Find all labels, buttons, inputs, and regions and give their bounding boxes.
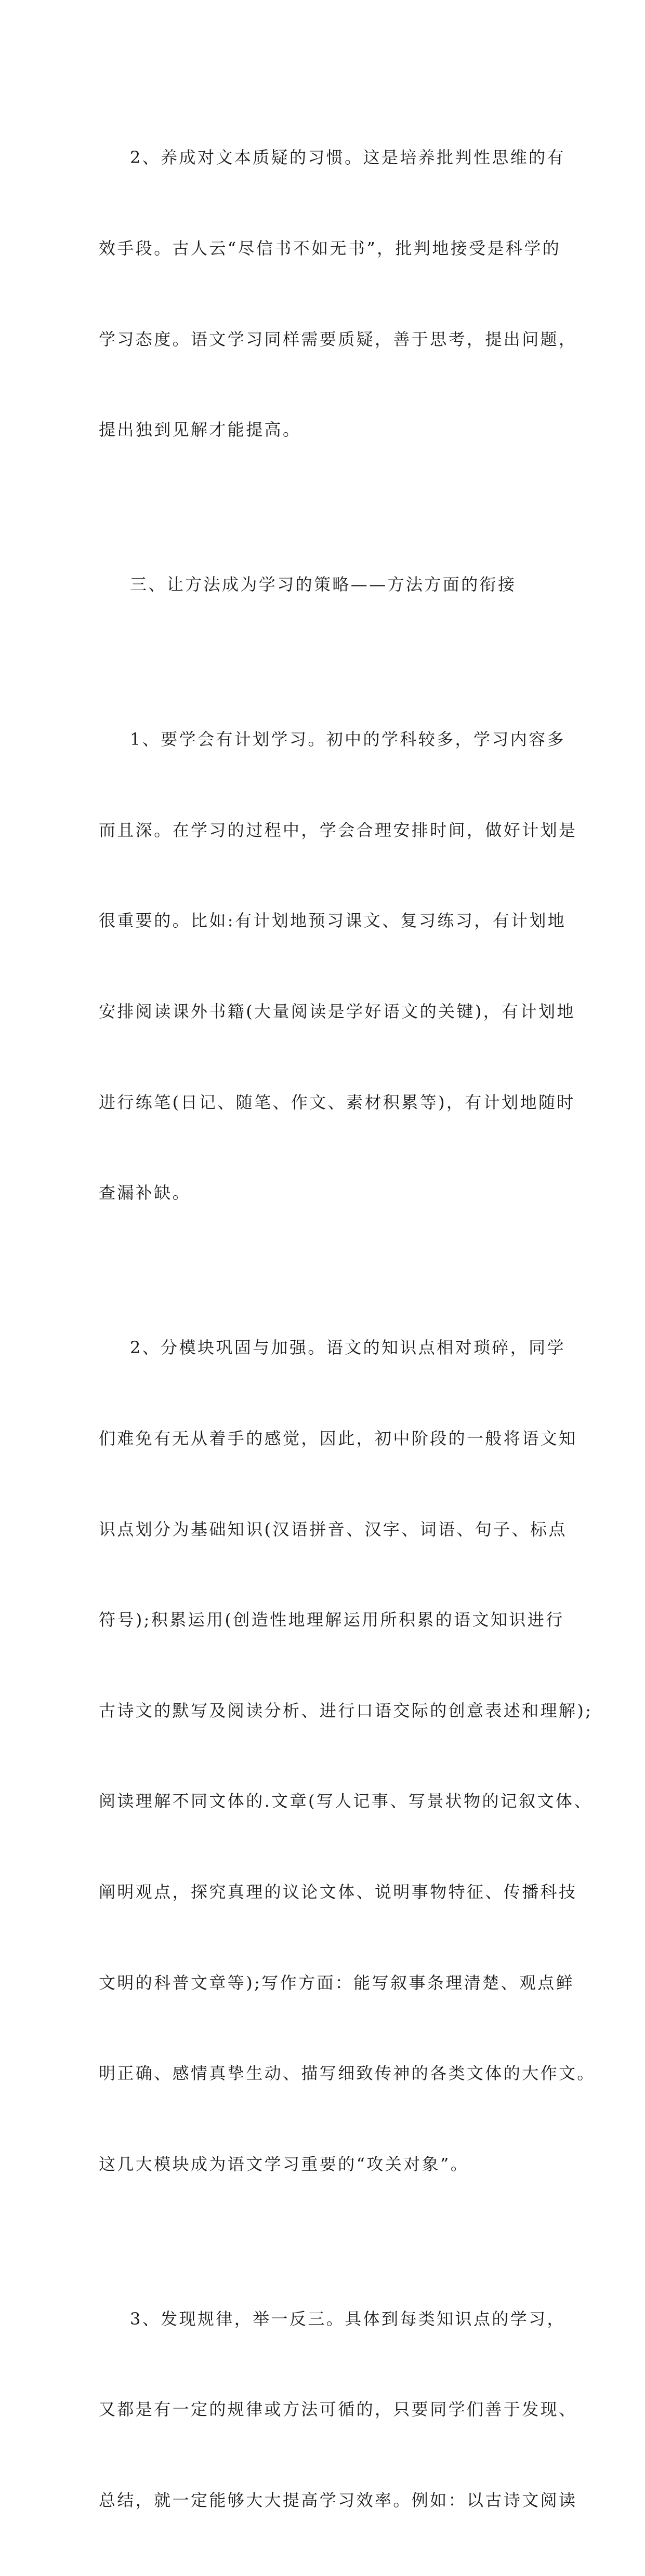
paragraph-module-consolidation <box>99 1272 596 2240</box>
text-line: 们难免有无从着手的感觉，因此，初中阶段的一般将语文知 <box>99 1428 577 1448</box>
text-line: 1、要学会有计划学习。初中的学科较多，学习内容多 <box>130 729 565 750</box>
text-line: 这几大模块成为语文学习重要的“攻关对象”。 <box>99 2154 469 2174</box>
text-line: 学习态度。语文学习同样需要质疑，善于思考，提出问题， <box>99 329 577 349</box>
text-line: 2、养成对文本质疑的习惯。这是培养批判性思维的有 <box>130 148 565 168</box>
text-line: 进行练笔(日记、随笔、作文、素材积累等)，有计划地随时 <box>99 1092 575 1112</box>
text-line: 3、发现规律，举一反三。具体到每类知识点的学习， <box>130 2308 565 2329</box>
text-line: 2、分模块巩固与加强。语文的知识点相对琐碎，同学 <box>130 1338 565 1358</box>
text-line: 阅读理解不同文体的.文章(写人记事、写景状物的记叙文体、 <box>99 1791 593 1811</box>
paragraph-planned-study <box>99 664 577 1269</box>
text-line: 古诗文的默写及阅读分析、进行口语交际的创意表述和理解); <box>99 1700 593 1720</box>
document-body <box>99 82 596 2576</box>
text-line: 明正确、感情真挚生动、描写细致传神的各类文体的大作文。 <box>99 2063 596 2084</box>
text-line: 查漏补缺。 <box>99 1183 191 1203</box>
text-line: 很重要的。比如:有计划地预习课文、复习练习，有计划地 <box>99 911 567 931</box>
text-line: 三、让方法成为学习的策略——方法方面的衔接 <box>130 575 517 595</box>
section-heading-method <box>99 509 556 660</box>
text-line: 符号);积累运用(创造性地理解运用所积累的语文知识进行 <box>99 1610 564 1630</box>
text-line: 总结，就一定能够大大提高学习效率。例如：以古诗文阅读 <box>99 2490 577 2511</box>
text-line: 文明的科普文章等);写作方面：能写叙事条理清楚、观点鲜 <box>99 1972 575 1993</box>
text-line: 识点划分为基础知识(汉语拼音、汉字、词语、句子、标点 <box>99 1519 567 1539</box>
text-line: 效手段。古人云“尽信书不如无书”，批判地接受是科学的 <box>99 238 561 259</box>
text-line: 阐明观点，探究真理的议论文体、说明事物特征、传播科技 <box>99 1881 577 1902</box>
paragraph-find-patterns <box>99 2243 577 2575</box>
paragraph-questioning-habit <box>99 82 577 505</box>
text-line: 提出独到见解才能提高。 <box>99 420 301 440</box>
text-line: 安排阅读课外书籍(大量阅读是学好语文的关键)，有计划地 <box>99 1002 575 1022</box>
text-line: 又都是有一定的规律或方法可循的，只要同学们善于发现、 <box>99 2399 577 2420</box>
text-line: 而且深。在学习的过程中，学会合理安排时间，做好计划是 <box>99 820 577 840</box>
